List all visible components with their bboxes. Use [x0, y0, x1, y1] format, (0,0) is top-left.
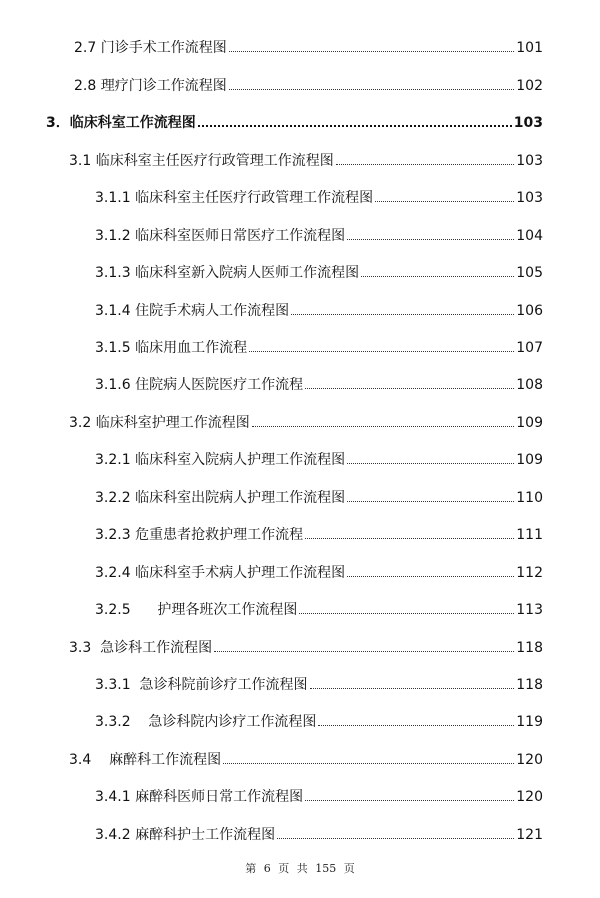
dot-leader: [249, 351, 514, 352]
toc-entry-3-2-4[interactable]: [95, 560, 543, 582]
toc-page-number: 118: [516, 640, 543, 656]
toc-entry-3-3[interactable]: [69, 635, 543, 657]
toc-page-number: 110: [516, 490, 543, 506]
toc-page-number: 120: [516, 752, 543, 768]
toc-entry-3-1-4[interactable]: [95, 298, 543, 320]
toc-page-number: 113: [516, 602, 543, 618]
dot-leader: [299, 613, 514, 614]
toc-entry-label: 3.2.5 护理各班次工作流程图: [95, 602, 298, 618]
toc-entry-label: 3.4.1 麻醉科医师日常工作流程图: [95, 789, 304, 805]
toc-entry-3-1[interactable]: [69, 148, 543, 170]
toc-page-number: 111: [516, 527, 543, 543]
toc-entry-label: 2.7 门诊手术工作流程图: [74, 40, 227, 56]
toc-entry-label: 3.2.3 危重患者抢救护理工作流程: [95, 527, 304, 543]
toc-entry-3-4-1[interactable]: [95, 784, 543, 806]
toc-entry-label: 3.1.5 临床用血工作流程: [95, 340, 248, 356]
toc-entry-label: 3．临床科室工作流程图: [46, 115, 196, 131]
dot-leader: [229, 51, 515, 52]
toc-entry-3-3-1[interactable]: [95, 672, 543, 694]
dot-leader: [347, 576, 514, 577]
toc-entry-2-8[interactable]: [74, 73, 543, 95]
toc-page-number: 109: [516, 415, 543, 431]
dot-leader: [305, 538, 514, 539]
toc-entry-label: 2.8 理疗门诊工作流程图: [74, 78, 227, 94]
toc-entry-label: 3.3.2 急诊科院内诊疗工作流程图: [95, 714, 317, 730]
toc-entry-label: 3.1 临床科室主任医疗行政管理工作流程图: [69, 153, 334, 169]
toc-entry-3-2-1[interactable]: [95, 447, 543, 469]
dot-leader: [375, 201, 514, 202]
toc-entry-label: 3.2.2 临床科室出院病人护理工作流程图: [95, 490, 346, 506]
toc-entry-3-4[interactable]: [69, 747, 543, 769]
toc-entry-3-1-5[interactable]: [95, 335, 543, 357]
dot-leader: [277, 838, 514, 839]
dot-leader: [305, 800, 514, 801]
toc-entry-3-1-3[interactable]: [95, 260, 543, 282]
dot-leader: [336, 164, 515, 165]
toc-entry-3[interactable]: [46, 110, 543, 132]
toc-entry-3-2-5[interactable]: [95, 597, 543, 619]
dot-leader: [310, 688, 515, 689]
toc-entry-label: 3.1.2 临床科室医师日常医疗工作流程图: [95, 228, 346, 244]
toc-entry-label: 3.1.3 临床科室新入院病人医师工作流程图: [95, 265, 360, 281]
toc-page-number: 106: [516, 303, 543, 319]
dot-leader: [198, 125, 512, 127]
toc-page-number: 120: [516, 789, 543, 805]
toc-page-number: 105: [516, 265, 543, 281]
toc-page-number: 121: [516, 827, 543, 843]
toc-page-number: 104: [516, 228, 543, 244]
dot-leader: [223, 763, 514, 764]
toc-page-number: 101: [516, 40, 543, 56]
toc-entry-3-1-2[interactable]: [95, 223, 543, 245]
toc-entry-3-3-2[interactable]: [95, 709, 543, 731]
dot-leader: [229, 89, 515, 90]
toc-entry-3-4-2[interactable]: [95, 822, 543, 844]
toc-page-number: 103: [513, 115, 543, 131]
toc-page-number: 108: [516, 377, 543, 393]
dot-leader: [214, 651, 514, 652]
page-footer: 第 6 页 共 155 页: [245, 862, 355, 875]
toc-entry-label: 3.4 麻醉科工作流程图: [69, 752, 222, 768]
dot-leader: [347, 239, 514, 240]
toc-entry-label: 3.2 临床科室护理工作流程图: [69, 415, 250, 431]
toc-entry-3-2-3[interactable]: [95, 522, 543, 544]
toc-entry-label: 3.2.1 临床科室入院病人护理工作流程图: [95, 452, 346, 468]
toc-entry-label: 3.1.1 临床科室主任医疗行政管理工作流程图: [95, 190, 374, 206]
toc-page-number: 109: [516, 452, 543, 468]
toc-page-number: 103: [516, 190, 543, 206]
dot-leader: [291, 314, 514, 315]
toc-entry-2-7[interactable]: [74, 35, 543, 57]
dot-leader: [361, 276, 514, 277]
toc-page-number: 103: [516, 153, 543, 169]
toc-entry-3-2[interactable]: [69, 410, 543, 432]
toc-entry-label: 3.3.1 急诊科院前诊疗工作流程图: [95, 677, 308, 693]
toc-entry-3-2-2[interactable]: [95, 485, 543, 507]
toc-entry-3-1-1[interactable]: [95, 185, 543, 207]
toc-page-number: 112: [516, 565, 543, 581]
dot-leader: [347, 501, 514, 502]
toc-page-number: 119: [516, 714, 543, 730]
toc-entry-label: 3.3 急诊科工作流程图: [69, 640, 213, 656]
dot-leader: [318, 725, 514, 726]
toc-page-number: 118: [516, 677, 543, 693]
dot-leader: [305, 388, 514, 389]
toc-entry-label: 3.1.6 住院病人医院医疗工作流程: [95, 377, 304, 393]
toc-entry-label: 3.2.4 临床科室手术病人护理工作流程图: [95, 565, 346, 581]
toc-entry-label: 3.4.2 麻醉科护士工作流程图: [95, 827, 276, 843]
toc-entry-3-1-6[interactable]: [95, 372, 543, 394]
dot-leader: [252, 426, 515, 427]
dot-leader: [347, 463, 514, 464]
toc-page-number: 107: [516, 340, 543, 356]
toc-page-number: 102: [516, 78, 543, 94]
toc-entry-label: 3.1.4 住院手术病人工作流程图: [95, 303, 290, 319]
